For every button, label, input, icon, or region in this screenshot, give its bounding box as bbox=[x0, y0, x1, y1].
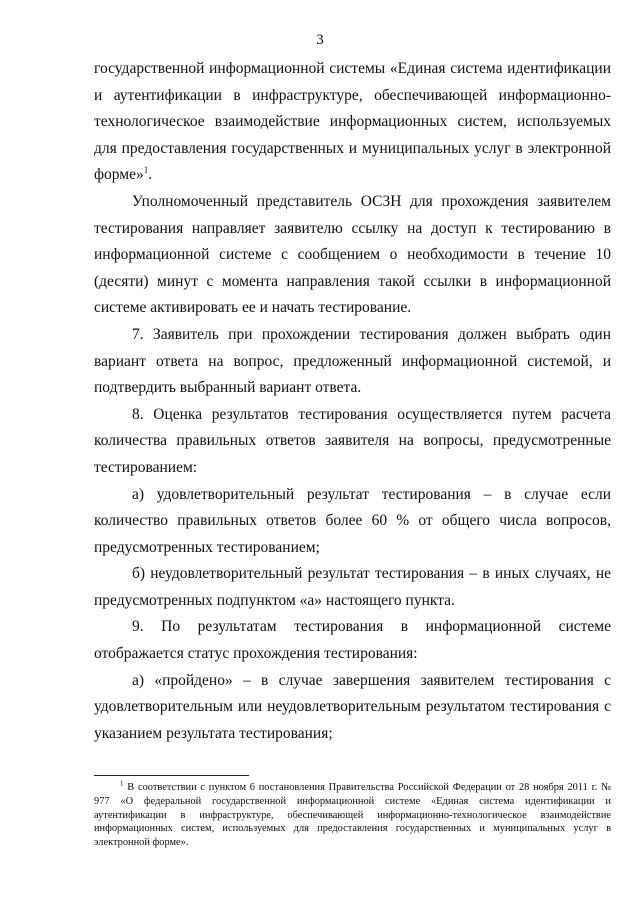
footnote bbox=[94, 781, 611, 850]
paragraph-text: государственной информационной системы «Единая система идентификации и аутентификации в инфраструктуре, обеспечивающей информационно-технологическое взаимодействие информационных систем, используемых для предоставления государственных и муниципальных услуг в электронной форме» bbox=[94, 60, 611, 184]
paragraph-item-9-a: а) «пройдено» – в случае завершения заявителем тестирования с удовлетворительным или неудовлетворительным результатом тестирования с указанием результата тестирования; bbox=[94, 671, 611, 742]
paragraph-item-8-b: б) неудовлетворительный результат тестирования – в иных случаях, не предусмотренных подпунктом «а» настоящего пункта. bbox=[94, 565, 611, 609]
paragraph-item-9: 9. По результатам тестирования в информационной системе отображается статус прохождения тестирования: bbox=[94, 618, 611, 663]
paragraph-item-8: 8. Оценка результатов тестирования осуществляется путем расчета количества правильных ответов заявителя на вопросы, предусмотренные тестированием: bbox=[94, 405, 611, 476]
footnote-text: В соответствии с пунктом 6 постановления Правительства Российской Федерации от 28 ноября 2011 г. № 977 «О федеральной государственной информационной системе «Единая система идентификации и аутентификации в инфраструктуре, обеспечивающей информационно-технологическое взаимодействие информационных систем, используемых для предоставления государственных и муниципальных услуг в электронной форме». bbox=[94, 782, 611, 849]
footnote-marker: 1 bbox=[120, 779, 124, 788]
paragraph-item-7: 7. Заявитель при прохождении тестирования должен выбрать один вариант ответа на вопрос, предложенный информационной системой, и подтвердить выбранный вариант ответа. bbox=[94, 325, 611, 397]
footnote-divider bbox=[94, 775, 249, 776]
paragraph-ozsn-link: Уполномоченный представитель ОСЗН для прохождения заявителем тестирования направляет заявителю ссылку на доступ к тестированию в информационной системе с сообщением о необходимости в течение 10 (десяти) минут с момента направления такой ссылки в информационной системе активировать ее и начать тестирование. bbox=[94, 192, 611, 317]
page-number: 3 bbox=[316, 32, 324, 48]
paragraph-tail: . bbox=[148, 166, 153, 184]
document-body bbox=[94, 56, 611, 747]
paragraph-item-8-a: а) удовлетворительный результат тестирования – в случае если количество правильных ответов более 60 % от общего числа вопросов, предусмотренных тестированием; bbox=[94, 485, 611, 556]
paragraph-intro-continuation bbox=[94, 56, 611, 189]
footnote-reference: 1 bbox=[143, 165, 149, 176]
